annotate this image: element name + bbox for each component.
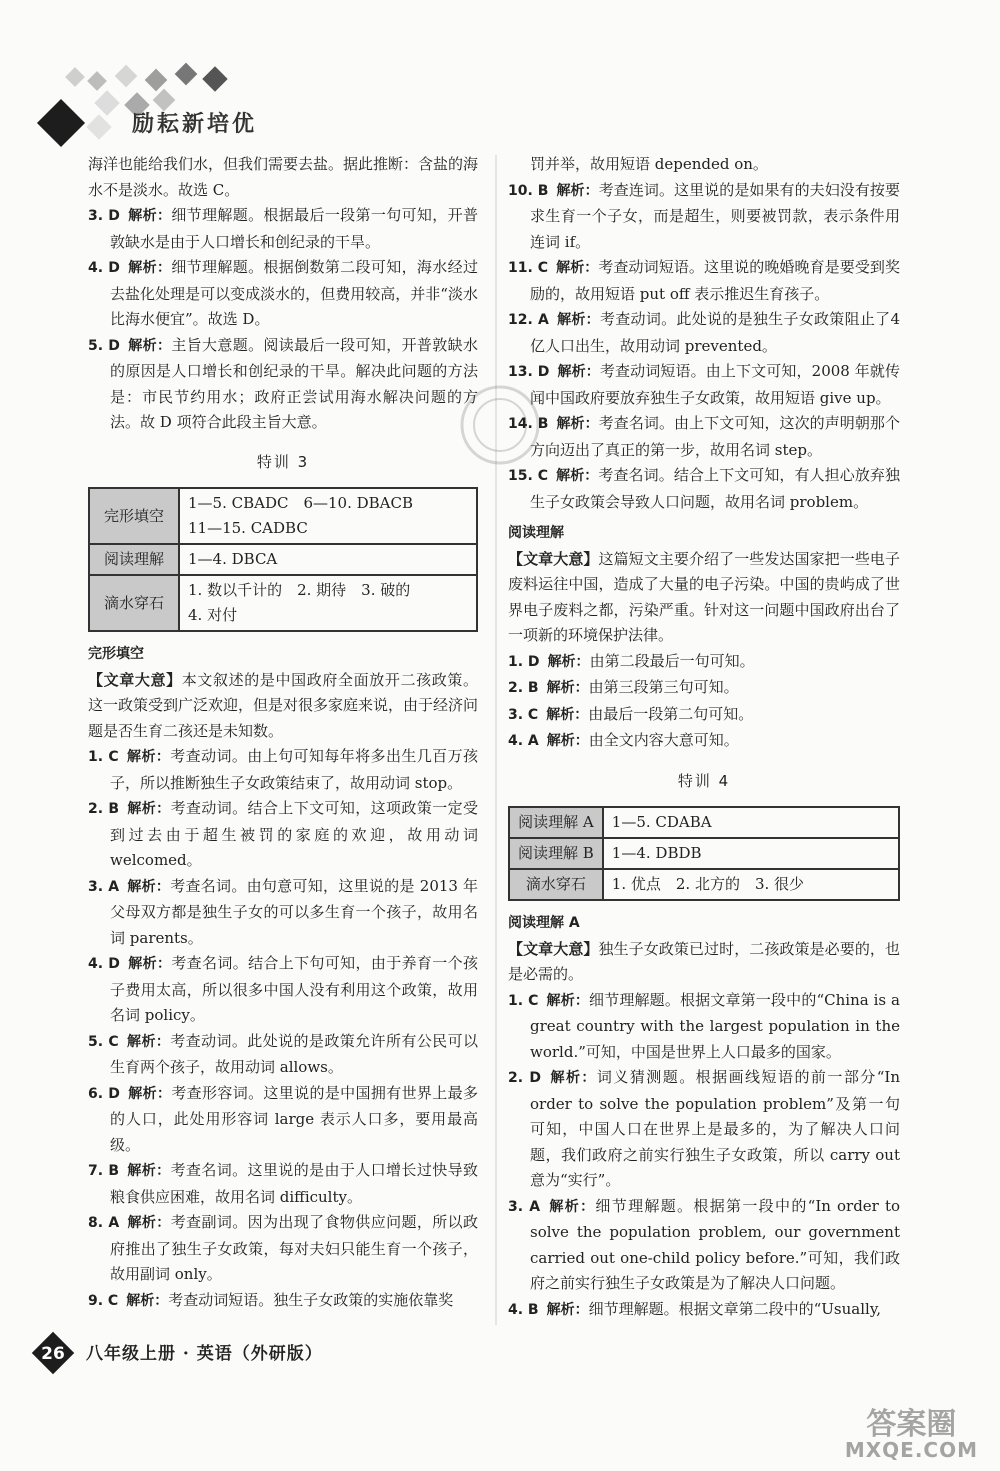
summary-paragraph: 【文章大意】本文叙述的是中国政府全面放开二孩政策。这一政策受到广泛欢迎，但是对很多家庭来说，由于经济问题是否生育二孩还是未知数。 [88,670,479,740]
answer-item: 3. A 解析：细节理解题。根据第一段中的“In order to solve the population problem, our government carried out one-child policy before.”可知，我们政府之前实行独生子女政策是为了解决人口问题。 [508,1196,901,1292]
answer-item: 1. C 解析：考查动词。由上句可知每年将多出生几百万孩子，所以推断独生子女政策结束了，故用动词 stop。 [88,747,478,792]
summary-paragraph: 【文章大意】这篇短文主要介绍了一些发达国家把一些电子废料运往中国，造成了大量的电子污染。中国的贵屿成了世界电子废料之都，污染严重。针对这一问题中国政府出台了一项新的环境保护法律。 [508,549,900,644]
table-label: 滴水穿石 [89,575,179,631]
table-label: 阅读理解 [89,544,179,575]
summary-paragraph: 【文章大意】独生子女政策已过时，二孩政策是必要的，也是必需的。 [508,939,900,983]
right-column [508,152,900,1323]
intro-text: 海洋也能给我们水，但我们需要去盐。据此推断：含盐的海水不是淡水。故选 C。 [88,155,479,199]
table-label: 滴水穿石 [509,869,603,900]
continued-text: 罚并举，故用短语 depended on。 [530,155,768,173]
answer-list-b [88,744,478,1314]
answer-item: 10. B 解析：考查连词。这里说的是如果有的夫妇没有按要求生育一个子女，而是超生，则要被罚款，表示条件用连词 if。 [508,180,900,251]
answer-item: 5. D 解析：主旨大意题。阅读最后一段可知，开普敦缺水的原因是人口增长和创纪录的干旱。解决此问题的方法是：市民节约用水；政府正尝试用海水解决问题的方法。故 D 项符合此段主旨大意。 [88,335,478,431]
answer-item: 4. D 解析：细节理解题。根据倒数第二段可知，海水经过去盐化处理是可以变成淡水的，但费用较高，并非“淡水比海水便宜”。故选 D。 [88,258,478,328]
answer-item: 8. A 解析：考查副词。因为出现了食物供应问题，所以政府推出了独生子女政策，每对夫妇只能生育一个孩子，故用副词 only。 [88,1213,478,1283]
answer-item: 1. C 解析：细节理解题。根据文章第一段中的“China is a great country with the largest population in the world.”可知，中国是世界上人口最多的国家。 [508,990,900,1061]
watermark [844,1407,978,1463]
heading-training-4: 特训 4 [677,771,731,790]
answer-table-4 [508,806,900,901]
answer-item: 4. A 解析：由全文内容大意可知。 [508,731,739,749]
answer-item: 3. A 解析：考查名词。由句意可知，这里说的是 2013 年父母双方都是独生子女的可以多生育一个孩子，故用名词 parents。 [88,876,479,947]
brand-title: 励耘新培优 [132,111,258,137]
table-cell: 1—5. CBADC 6—10. DBACB 11—15. CADBC [179,488,477,544]
table-row [89,544,477,575]
answer-item: 14. B 解析：考查名词。由上下文可知，这次的声明朝那个方向迈出了真正的第一步，故用名词 step。 [508,414,900,459]
table-label: 阅读理解 B [509,838,603,869]
section-cloze: 完形填空 [88,646,144,662]
section-reading: 阅读理解 [508,525,564,541]
watermark-main: 答案圈 [866,1407,957,1442]
answer-item: 9. C 解析：考查动词短语。独生子女政策的实施依靠奖 [88,1290,454,1309]
table-row [509,807,899,838]
table-cell: 1—4. DBCA [179,544,477,575]
answer-list-a [88,203,478,436]
answer-item: 3. D 解析：细节理解题。根据最后一段第一句可知，开普敦缺水是由于人口增长和创纪录的干旱。 [88,206,478,251]
answer-item: 5. C 解析：考查动词。此处说的是政策允许所有公民可以生育两个孩子，故用动词 allows。 [88,1031,478,1076]
watermark-url: MXQE.COM [844,1437,978,1462]
table-row [509,869,899,900]
table-label: 完形填空 [89,488,179,544]
answer-item: 6. D 解析：考查形容词。这里说的是中国拥有世界上最多的人口，此处用形容词 large 表示人口多，要用最高级。 [88,1083,478,1154]
answer-item: 11. C 解析：考查动词短语。这里说的晚婚晚育是要受到奖励的，故用短语 put off 表示推迟生育孩子。 [508,258,901,303]
answer-item: 1. D 解析：由第二段最后一句可知。 [508,651,755,670]
left-column [88,152,478,1314]
answer-item: 4. D 解析：考查名词。结合上下句可知，由于养育一个孩子费用太高，所以很多中国人没有利用这个政策，故用名词 policy。 [88,954,478,1024]
answer-item: 7. B 解析：考查名词。这里说的是由于人口增长过快导致粮食供应困难，故用名词 difficulty。 [88,1161,478,1206]
heading-training-3: 特训 3 [256,452,310,471]
answer-item: 13. D 解析：考查动词短语。由上下文可知，2008 年就传闻中国政府要放弃独生子女政策，故用短语 give up。 [508,362,900,407]
page-number-badge [30,1330,76,1376]
page-number: 26 [41,1344,65,1364]
answer-list-e [508,988,900,1324]
answer-item: 3. C 解析：由最后一段第二句可知。 [508,704,754,723]
header-decoration [28,62,288,152]
table-row [509,838,899,869]
answer-item: 15. C 解析：考查名词。结合上下文可知，有人担心放弃独生子女政策会导致人口问题，故用名词 problem。 [508,466,901,511]
table-cell: 1—5. CDABA [603,807,899,838]
answer-item: 4. B 解析：细节理解题。根据文章第二段中的“Usually, [508,1299,882,1318]
answer-item: 2. D 解析：词义猜测题。根据画线短语的前一部分“In order to solve the population problem”及第一句可知，中国人口在世界上是最多的，为了解决人口问题，我们政府之前实行独生子女政策，所以 carry out 意为“实行”。 [508,1068,901,1189]
answer-item: 2. B 解析：由第三段第三句可知。 [508,678,739,696]
footer-title: 八年级上册 · 英语（外研版） [86,1344,323,1364]
answer-list-d [508,649,900,755]
answer-item: 2. B 解析：考查动词。结合上下文可知，这项政策一定受到过去由于超生被罚的家庭的欢迎，故用动词 welcomed。 [88,799,478,869]
column-divider [495,155,497,1325]
table-row [89,575,477,631]
answer-table-3 [88,487,478,632]
table-row [89,488,477,544]
answer-list-c [508,178,900,516]
section-reading-a: 阅读理解 A [508,915,580,931]
table-label: 阅读理解 A [509,807,603,838]
table-cell: 1. 优点 2. 北方的 3. 很少 [603,869,899,900]
table-cell: 1. 数以千计的 2. 期待 3. 破的 4. 对付 [179,575,477,631]
table-cell: 1—4. DBDB [603,838,899,869]
answer-item: 12. A 解析：考查动词。此处说的是独生子女政策阻止了4 亿人口出生，故用动词 prevented。 [508,310,901,355]
